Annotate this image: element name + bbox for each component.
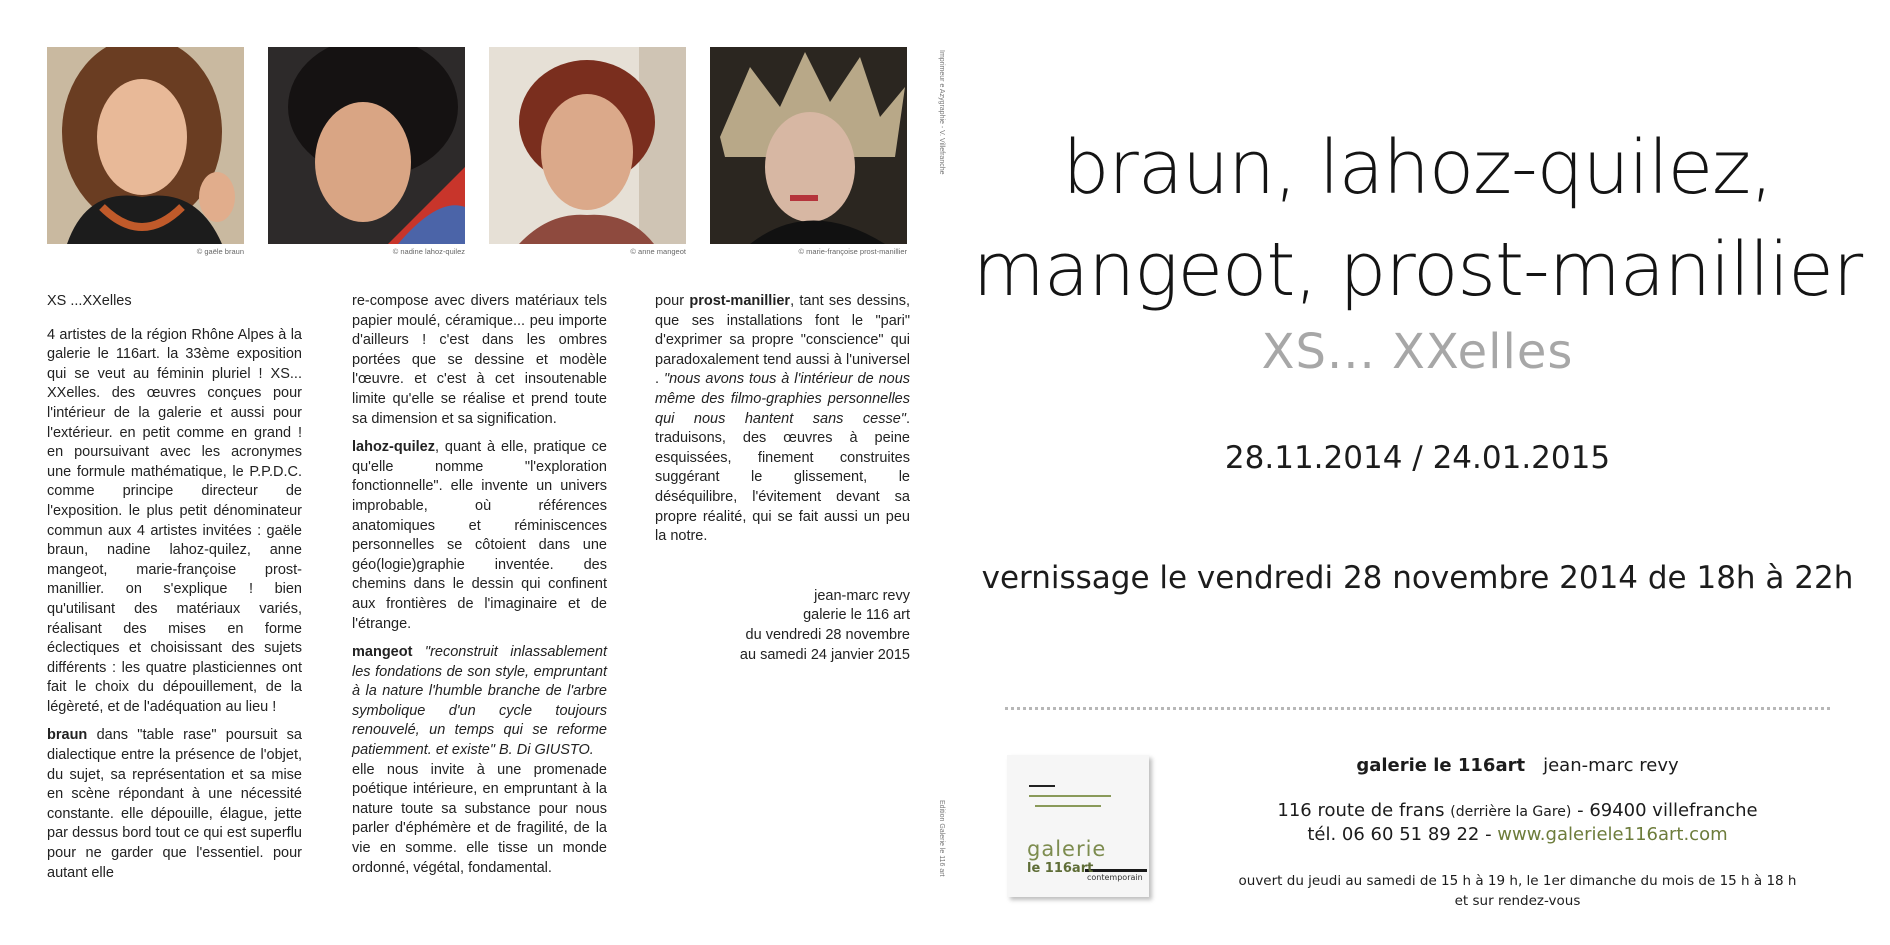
logo-bar [1085, 869, 1147, 872]
contact-names [1145, 755, 1890, 776]
title-line-1: braun, lahoz-quilez, [1062, 125, 1773, 211]
quote-text: "reconstruit inlassablement les fondations de son style, empruntant à la nature l'humble branche de l'arbre symbolique d'un cycle toujours renouvelé, un temps qui se reforme patiemment. et existe" B. Di GIUSTO. [352, 644, 607, 759]
lahoz-quilez-paragraph [352, 438, 607, 634]
quote-text: "nous avons tous à l'intérieur de nous même des filmo-graphies personnelles qui nous hantent sans cesse" [655, 371, 911, 427]
artist-name: prost-manillier [689, 293, 791, 309]
logo-bar [1035, 805, 1101, 807]
paragraph-text: , quant à elle, pratique ce qu'elle nomme "l'exploration fonctionnelle". elle invente un univers improbable, où références anatomiques et réminiscences personnelles se côtoient dans une géo(logie)graphie inventée. des chemins dans le dessin qui confinent aux frontières de l'imaginaire et de l'étrange. [352, 439, 607, 632]
portrait-mangeot [489, 47, 686, 244]
intro-paragraph: 4 artistes de la région Rhône Alpes à la galerie le 116art. la 33ème exposition qui se veut au féminin pluriel ! XS... XXelles. des œuvres conçues pour l'intérieur de la galerie et aussi pour l'extérieur. en petit comme en grand ! en poursuivant avec les acronymes une formule mathématique, le P.P.D.C. comme principe directeur de l'exposition. le plus petit dénominateur commun aux 4 artistes invitées : gaële braun, nadine lahoz-quilez, anne mangeot, marie-françoise prost-manillier. on s'explique ! bien qu'utilisant des matériaux variés, réalisant des mises en forme éclectiques et choisissant des sujets différents : les quatre plasticiennes ont fait le choix du dépouillement, de la légèreté, et de l'adéquation au lieu ! [47, 326, 302, 715]
phone-number: tél. 06 60 51 89 22 - [1307, 824, 1498, 845]
photo-caption: © nadine lahoz-quilez [392, 247, 465, 256]
mangeot-paragraph-cont: elle nous invite à une promenade poétique intérieure, en empruntant à la nature toute sa substance pour nous parler d'éphémère et de fragilité, de la vie en somme. elle tisse un monde ordonné, végétal, fondamental. [352, 761, 607, 876]
address-street: 116 route de frans [1277, 800, 1451, 821]
prost-manillier-paragraph [655, 292, 910, 547]
address-city: - 69400 villefranche [1571, 800, 1758, 821]
exhibition-subtitle: XS... XXelles [1261, 324, 1574, 380]
photo-caption: © anne mangeot [630, 247, 686, 256]
dotted-divider [1005, 707, 1830, 710]
exhibition-dates: 28.11.2014 / 24.01.2015 [1224, 440, 1611, 476]
logo-text-116art: le 116art [1027, 861, 1094, 876]
opening-hours [1145, 871, 1890, 911]
mangeot-paragraph [352, 643, 607, 761]
artist-name: braun [47, 727, 88, 744]
paragraph-text: dans "table rase" poursuit sa dialectique entre la présence de l'objet, du sujet, sa représentation et sa mise en scène répondant à une nécessité constante. elle dépouille, élague, jette par dessus bord tout ce qui est superflu pour ne garder que l'essentiel. pour autant elle [47, 727, 302, 881]
signature-date-start: du vendredi 28 novembre [745, 626, 910, 643]
address-note: (derrière la Gare) [1450, 804, 1572, 820]
logo-text-contemporain: contemporain [1087, 873, 1143, 882]
website-link[interactable]: www.galeriele116art.com [1497, 824, 1728, 845]
photo-caption: © gaële braun [196, 247, 244, 256]
hours-line-1: ouvert du jeudi au samedi de 15 h à 19 h, le 1er dimanche du mois de 15 h à 18 h [1238, 873, 1797, 889]
artist-name: mangeot [352, 644, 413, 661]
intro-heading: XS ...XXelles [47, 293, 132, 309]
signature-author: jean-marc revy [814, 587, 910, 604]
text-column-3 [655, 292, 910, 665]
title-line-2: mangeot, prost-manillier [972, 227, 1863, 313]
artist-name: lahoz-quilez [352, 439, 435, 456]
signature-date-end: au samedi 24 janvier 2015 [739, 646, 910, 663]
paragraph-text: . traduisons, des œuvres à peine esquissées, finement construites suggérant le glissement, le déséquilibre, l'évitement devant sa propre réalité, qui se fait aussi un peu la notre. [655, 410, 910, 545]
gallery-phone-web [1145, 824, 1890, 845]
portrait-lahoz-quilez [268, 47, 465, 244]
gallery-name: galerie le 116art [1356, 755, 1526, 776]
edition-credit: Edition Galerie le 116 art [938, 800, 945, 877]
photo-caption: © marie-françoise prost-manillier [798, 247, 907, 256]
portrait-braun [47, 47, 244, 244]
text-column-2 [352, 292, 607, 887]
logo-bar [1029, 795, 1111, 797]
gallery-address [1145, 800, 1890, 821]
portrait-prost-manillier [710, 47, 907, 244]
paragraph-text: , tant ses dessins, que ses installations font le "pari" d'exprimer sa propre "conscience" qui paradoxalement tend aussi à l'universel . [655, 293, 910, 388]
braun-paragraph-cont: re-compose avec divers matériaux tels papier moulé, céramique... peu importe d'ailleurs ! c'est dans les ombres portées que se dessine et modèle l'œuvre. et c'est à cet insoutenable limite qu'elle se réalise et prend toute sa dimension et sa signification. [352, 293, 607, 427]
right-page [945, 0, 1890, 945]
braun-paragraph [47, 726, 302, 883]
gallery-logo [1007, 755, 1149, 897]
logo-bar [1029, 785, 1055, 787]
vernissage-info: vernissage le vendredi 28 novembre 2014 de 18h à 22h [981, 560, 1854, 596]
signature-block [655, 587, 910, 665]
printer-credit: Imprimeur e Azygraphie - V. Villefranche [938, 50, 945, 175]
signature-gallery: galerie le 116 art [803, 607, 910, 624]
logo-text-galerie: galerie [1027, 837, 1107, 861]
hours-line-2: et sur rendez-vous [1454, 893, 1581, 909]
paragraph-text: pour [655, 293, 690, 309]
curator-name: jean-marc revy [1543, 755, 1679, 776]
text-column-1 [47, 292, 302, 892]
